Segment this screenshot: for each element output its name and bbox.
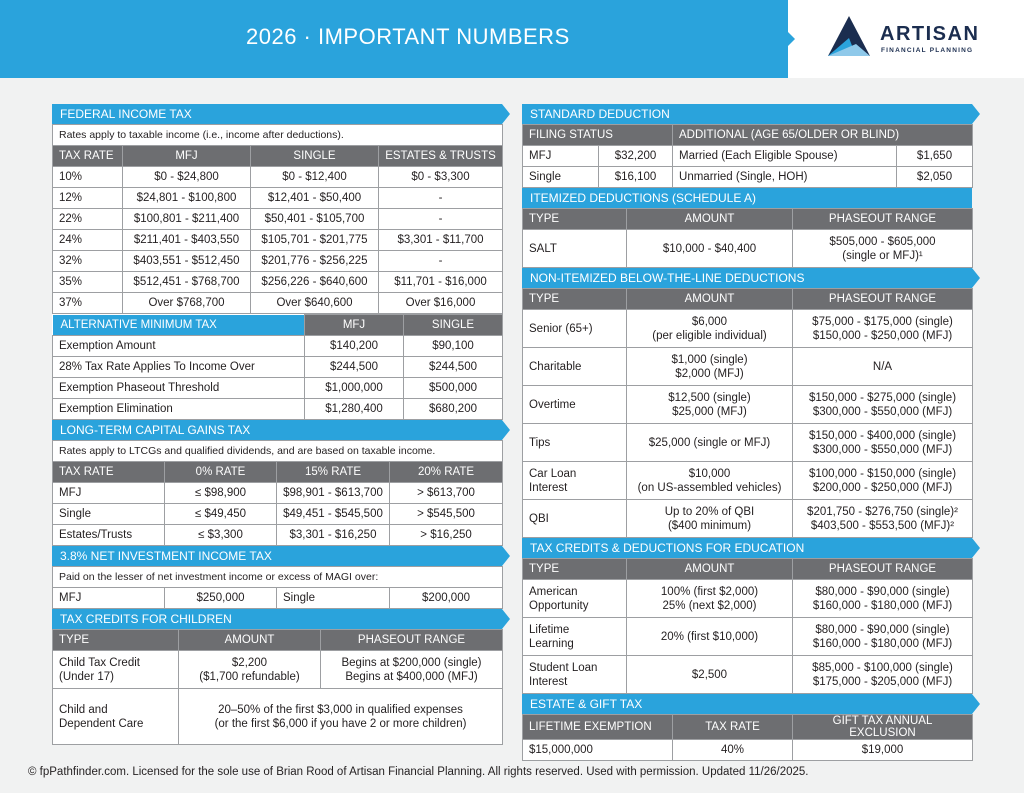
table-cell: 40% bbox=[673, 740, 793, 761]
standard-deduction-table bbox=[522, 124, 973, 188]
column-header: GIFT TAX ANNUAL EXCLUSION bbox=[793, 715, 973, 740]
table-cell: $1,280,400 bbox=[305, 399, 404, 420]
table-cell: $105,701 - $201,775 bbox=[251, 230, 379, 251]
table-cell: $680,200 bbox=[404, 399, 503, 420]
table-cell: $19,000 bbox=[793, 740, 973, 761]
table-cell: Exemption Elimination bbox=[53, 399, 305, 420]
table-cell: $12,401 - $50,400 bbox=[251, 188, 379, 209]
table-cell: $2,050 bbox=[897, 167, 973, 188]
table-cell: 20% (first $10,000) bbox=[627, 618, 793, 656]
column-header: AMOUNT bbox=[179, 630, 321, 651]
table-cell: $244,500 bbox=[305, 357, 404, 378]
table-cell: $32,200 bbox=[599, 146, 673, 167]
table-row bbox=[523, 740, 973, 761]
niit-note: Paid on the lesser of net investment income or excess of MAGI over: bbox=[53, 567, 503, 588]
logo-subtitle: FINANCIAL PLANNING bbox=[881, 47, 974, 54]
table-row bbox=[53, 689, 503, 745]
table-cell: > $16,250 bbox=[390, 525, 503, 546]
column-header: MFJ bbox=[123, 146, 251, 167]
table-row bbox=[53, 399, 503, 420]
column-header: ESTATES & TRUSTS bbox=[379, 146, 503, 167]
column-header: AMOUNT bbox=[627, 289, 793, 310]
table-row bbox=[53, 167, 503, 188]
table-cell: Child Tax Credit (Under 17) bbox=[53, 651, 179, 689]
table-cell: ≤ $98,900 bbox=[165, 483, 277, 504]
table-cell: 22% bbox=[53, 209, 123, 230]
column-header: TYPE bbox=[523, 559, 627, 580]
table-cell: $80,000 - $90,000 (single) $160,000 - $180,000 (MFJ) bbox=[793, 580, 973, 618]
table-cell: $201,750 - $276,750 (single)² $403,500 - $553,500 (MFJ)² bbox=[793, 500, 973, 538]
table-cell: $80,000 - $90,000 (single) $160,000 - $180,000 (MFJ) bbox=[793, 618, 973, 656]
page-title: 2026 · IMPORTANT NUMBERS bbox=[246, 24, 570, 49]
right-column bbox=[522, 104, 972, 761]
section-title-amt: ALTERNATIVE MINIMUM TAX bbox=[53, 315, 305, 336]
table-cell: $1,000,000 bbox=[305, 378, 404, 399]
itemized-deductions-table bbox=[522, 208, 973, 268]
table-row bbox=[53, 188, 503, 209]
table-row bbox=[523, 386, 973, 424]
table-cell: $0 - $12,400 bbox=[251, 167, 379, 188]
table-cell: $1,000 (single) $2,000 (MFJ) bbox=[627, 348, 793, 386]
artisan-logo bbox=[826, 14, 996, 62]
column-header: MFJ bbox=[305, 315, 404, 336]
table-cell: Child and Dependent Care bbox=[53, 689, 179, 745]
table-cell: 37% bbox=[53, 293, 123, 314]
column-header: LIFETIME EXEMPTION bbox=[523, 715, 673, 740]
table-row bbox=[523, 310, 973, 348]
table-cell: Single bbox=[53, 504, 165, 525]
table-cell: 28% Tax Rate Applies To Income Over bbox=[53, 357, 305, 378]
table-cell: Over $768,700 bbox=[123, 293, 251, 314]
estate-gift-table bbox=[522, 714, 973, 761]
table-row bbox=[523, 167, 973, 188]
header-arrow bbox=[786, 30, 795, 48]
table-cell: Over $16,000 bbox=[379, 293, 503, 314]
table-cell: 32% bbox=[53, 251, 123, 272]
column-header: TYPE bbox=[523, 289, 627, 310]
table-cell: $500,000 bbox=[404, 378, 503, 399]
table-cell: 20–50% of the first $3,000 in qualified expenses (or the first $6,000 if you have 2 or more children) bbox=[179, 689, 503, 745]
table-cell: Overtime bbox=[523, 386, 627, 424]
table-cell: $0 - $24,800 bbox=[123, 167, 251, 188]
table-cell: Single bbox=[277, 588, 390, 609]
column-header: TAX RATE bbox=[53, 462, 165, 483]
column-header: TYPE bbox=[53, 630, 179, 651]
section-title-estate: ESTATE & GIFT TAX bbox=[522, 694, 972, 714]
column-header: TYPE bbox=[523, 209, 627, 230]
table-cell: > $545,500 bbox=[390, 504, 503, 525]
table-row bbox=[53, 272, 503, 293]
table-cell: $6,000 (per eligible individual) bbox=[627, 310, 793, 348]
table-cell: $16,100 bbox=[599, 167, 673, 188]
ltcg-note: Rates apply to LTCGs and qualified dividends, and are based on taxable income. bbox=[53, 441, 503, 462]
column-header: TAX RATE bbox=[53, 146, 123, 167]
column-header: SINGLE bbox=[251, 146, 379, 167]
table-cell: $10,000 - $40,400 bbox=[627, 230, 793, 268]
section-title-federal: FEDERAL INCOME TAX bbox=[52, 104, 502, 124]
table-cell: MFJ bbox=[53, 588, 165, 609]
table-cell: ≤ $3,300 bbox=[165, 525, 277, 546]
table-cell: $150,000 - $400,000 (single) $300,000 - $550,000 (MFJ) bbox=[793, 424, 973, 462]
table-row bbox=[523, 424, 973, 462]
section-title-niit: 3.8% NET INVESTMENT INCOME TAX bbox=[52, 546, 502, 566]
table-cell: $50,401 - $105,700 bbox=[251, 209, 379, 230]
column-header: AMOUNT bbox=[627, 559, 793, 580]
logo-name: ARTISAN bbox=[880, 23, 980, 45]
section-title-ltcg: LONG-TERM CAPITAL GAINS TAX bbox=[52, 420, 502, 440]
table-cell: $2,500 bbox=[627, 656, 793, 694]
table-cell: Begins at $200,000 (single) Begins at $400,000 (MFJ) bbox=[321, 651, 503, 689]
table-cell: - bbox=[379, 188, 503, 209]
table-row bbox=[523, 348, 973, 386]
table-row bbox=[53, 230, 503, 251]
table-cell: Lifetime Learning bbox=[523, 618, 627, 656]
table-cell: Single bbox=[523, 167, 599, 188]
table-cell: $3,301 - $11,700 bbox=[379, 230, 503, 251]
table-cell: Over $640,600 bbox=[251, 293, 379, 314]
table-cell: Exemption Amount bbox=[53, 336, 305, 357]
section-title-children: TAX CREDITS FOR CHILDREN bbox=[52, 609, 502, 629]
table-cell: Student Loan Interest bbox=[523, 656, 627, 694]
table-cell: Tips bbox=[523, 424, 627, 462]
table-row bbox=[523, 580, 973, 618]
table-cell: $49,451 - $545,500 bbox=[277, 504, 390, 525]
federal-note: Rates apply to taxable income (i.e., income after deductions). bbox=[53, 125, 503, 146]
table-row bbox=[523, 462, 973, 500]
table-cell: $140,200 bbox=[305, 336, 404, 357]
column-header: 15% RATE bbox=[277, 462, 390, 483]
table-row bbox=[53, 251, 503, 272]
table-row bbox=[53, 293, 503, 314]
table-cell: Charitable bbox=[523, 348, 627, 386]
column-header: PHASEOUT RANGE bbox=[321, 630, 503, 651]
table-cell: 10% bbox=[53, 167, 123, 188]
table-cell: $1,650 bbox=[897, 146, 973, 167]
table-cell: - bbox=[379, 251, 503, 272]
column-header: PHASEOUT RANGE bbox=[793, 209, 973, 230]
table-cell: QBI bbox=[523, 500, 627, 538]
table-cell: 100% (first $2,000) 25% (next $2,000) bbox=[627, 580, 793, 618]
column-header: FILING STATUS bbox=[523, 125, 673, 146]
left-column bbox=[52, 104, 502, 745]
table-row bbox=[53, 378, 503, 399]
table-cell: Senior (65+) bbox=[523, 310, 627, 348]
niit-table bbox=[52, 566, 503, 609]
table-cell: Exemption Phaseout Threshold bbox=[53, 378, 305, 399]
table-cell: $12,500 (single) $25,000 (MFJ) bbox=[627, 386, 793, 424]
table-row bbox=[523, 500, 973, 538]
column-header: PHASEOUT RANGE bbox=[793, 289, 973, 310]
ltcg-table bbox=[52, 440, 503, 546]
table-cell: $15,000,000 bbox=[523, 740, 673, 761]
page-header bbox=[0, 0, 1024, 78]
table-cell: $100,000 - $150,000 (single) $200,000 - $250,000 (MFJ) bbox=[793, 462, 973, 500]
table-cell: $244,500 bbox=[404, 357, 503, 378]
table-row bbox=[53, 336, 503, 357]
table-cell: $98,901 - $613,700 bbox=[277, 483, 390, 504]
table-cell: > $613,700 bbox=[390, 483, 503, 504]
table-row bbox=[53, 651, 503, 689]
column-header: AMOUNT bbox=[627, 209, 793, 230]
footer-copyright: © fpPathfinder.com. Licensed for the sole use of Brian Rood of Artisan Financial Planning. All rights reserved. Used with permission. Updated 11/26/2025. bbox=[28, 766, 809, 778]
table-row bbox=[523, 146, 973, 167]
table-cell: $201,776 - $256,225 bbox=[251, 251, 379, 272]
table-cell: Car Loan Interest bbox=[523, 462, 627, 500]
table-cell: $75,000 - $175,000 (single) $150,000 - $250,000 (MFJ) bbox=[793, 310, 973, 348]
column-header: TAX RATE bbox=[673, 715, 793, 740]
table-cell: Up to 20% of QBI ($400 minimum) bbox=[627, 500, 793, 538]
table-cell: MFJ bbox=[53, 483, 165, 504]
table-cell: 24% bbox=[53, 230, 123, 251]
table-cell: $211,401 - $403,550 bbox=[123, 230, 251, 251]
table-cell: $10,000 (on US-assembled vehicles) bbox=[627, 462, 793, 500]
column-header: SINGLE bbox=[404, 315, 503, 336]
table-row bbox=[53, 483, 503, 504]
table-row bbox=[53, 209, 503, 230]
table-cell: $512,451 - $768,700 bbox=[123, 272, 251, 293]
education-table bbox=[522, 558, 973, 694]
table-row bbox=[53, 357, 503, 378]
table-cell: Estates/Trusts bbox=[53, 525, 165, 546]
table-cell: $0 - $3,300 bbox=[379, 167, 503, 188]
table-row bbox=[53, 504, 503, 525]
section-title-itemized: ITEMIZED DEDUCTIONS (SCHEDULE A) bbox=[522, 188, 972, 208]
table-cell: $250,000 bbox=[165, 588, 277, 609]
table-cell: $90,100 bbox=[404, 336, 503, 357]
column-header: ADDITIONAL (AGE 65/OLDER OR BLIND) bbox=[673, 125, 973, 146]
table-cell: $100,801 - $211,400 bbox=[123, 209, 251, 230]
federal-income-tax-table bbox=[52, 124, 503, 314]
table-cell: $24,801 - $100,800 bbox=[123, 188, 251, 209]
section-title-education: TAX CREDITS & DEDUCTIONS FOR EDUCATION bbox=[522, 538, 972, 558]
table-cell: N/A bbox=[793, 348, 973, 386]
table-cell: MFJ bbox=[523, 146, 599, 167]
section-title-non-itemized: NON-ITEMIZED BELOW-THE-LINE DEDUCTIONS bbox=[522, 268, 972, 288]
table-cell: $25,000 (single or MFJ) bbox=[627, 424, 793, 462]
table-cell: Married (Each Eligible Spouse) bbox=[673, 146, 897, 167]
table-cell: $403,551 - $512,450 bbox=[123, 251, 251, 272]
table-cell: American Opportunity bbox=[523, 580, 627, 618]
table-cell: 35% bbox=[53, 272, 123, 293]
table-row bbox=[523, 230, 973, 268]
table-cell: $2,200 ($1,700 refundable) bbox=[179, 651, 321, 689]
column-header: 0% RATE bbox=[165, 462, 277, 483]
table-cell: $150,000 - $275,000 (single) $300,000 - $550,000 (MFJ) bbox=[793, 386, 973, 424]
table-row bbox=[523, 618, 973, 656]
children-credits-table bbox=[52, 629, 503, 745]
non-itemized-deductions-table bbox=[522, 288, 973, 538]
table-cell: $85,000 - $100,000 (single) $175,000 - $205,000 (MFJ) bbox=[793, 656, 973, 694]
table-cell: ≤ $49,450 bbox=[165, 504, 277, 525]
table-row bbox=[53, 525, 503, 546]
table-cell: $200,000 bbox=[390, 588, 503, 609]
triangle-logo-icon bbox=[826, 14, 872, 58]
table-row bbox=[523, 656, 973, 694]
table-cell: SALT bbox=[523, 230, 627, 268]
column-header: 20% RATE bbox=[390, 462, 503, 483]
table-cell: - bbox=[379, 209, 503, 230]
column-header: PHASEOUT RANGE bbox=[793, 559, 973, 580]
table-cell: $3,301 - $16,250 bbox=[277, 525, 390, 546]
table-cell: $505,000 - $605,000 (single or MFJ)¹ bbox=[793, 230, 973, 268]
table-cell: $11,701 - $16,000 bbox=[379, 272, 503, 293]
table-cell: 12% bbox=[53, 188, 123, 209]
amt-table bbox=[52, 314, 503, 420]
section-title-standard-deduction: STANDARD DEDUCTION bbox=[522, 104, 972, 124]
table-cell: $256,226 - $640,600 bbox=[251, 272, 379, 293]
table-cell: Unmarried (Single, HOH) bbox=[673, 167, 897, 188]
